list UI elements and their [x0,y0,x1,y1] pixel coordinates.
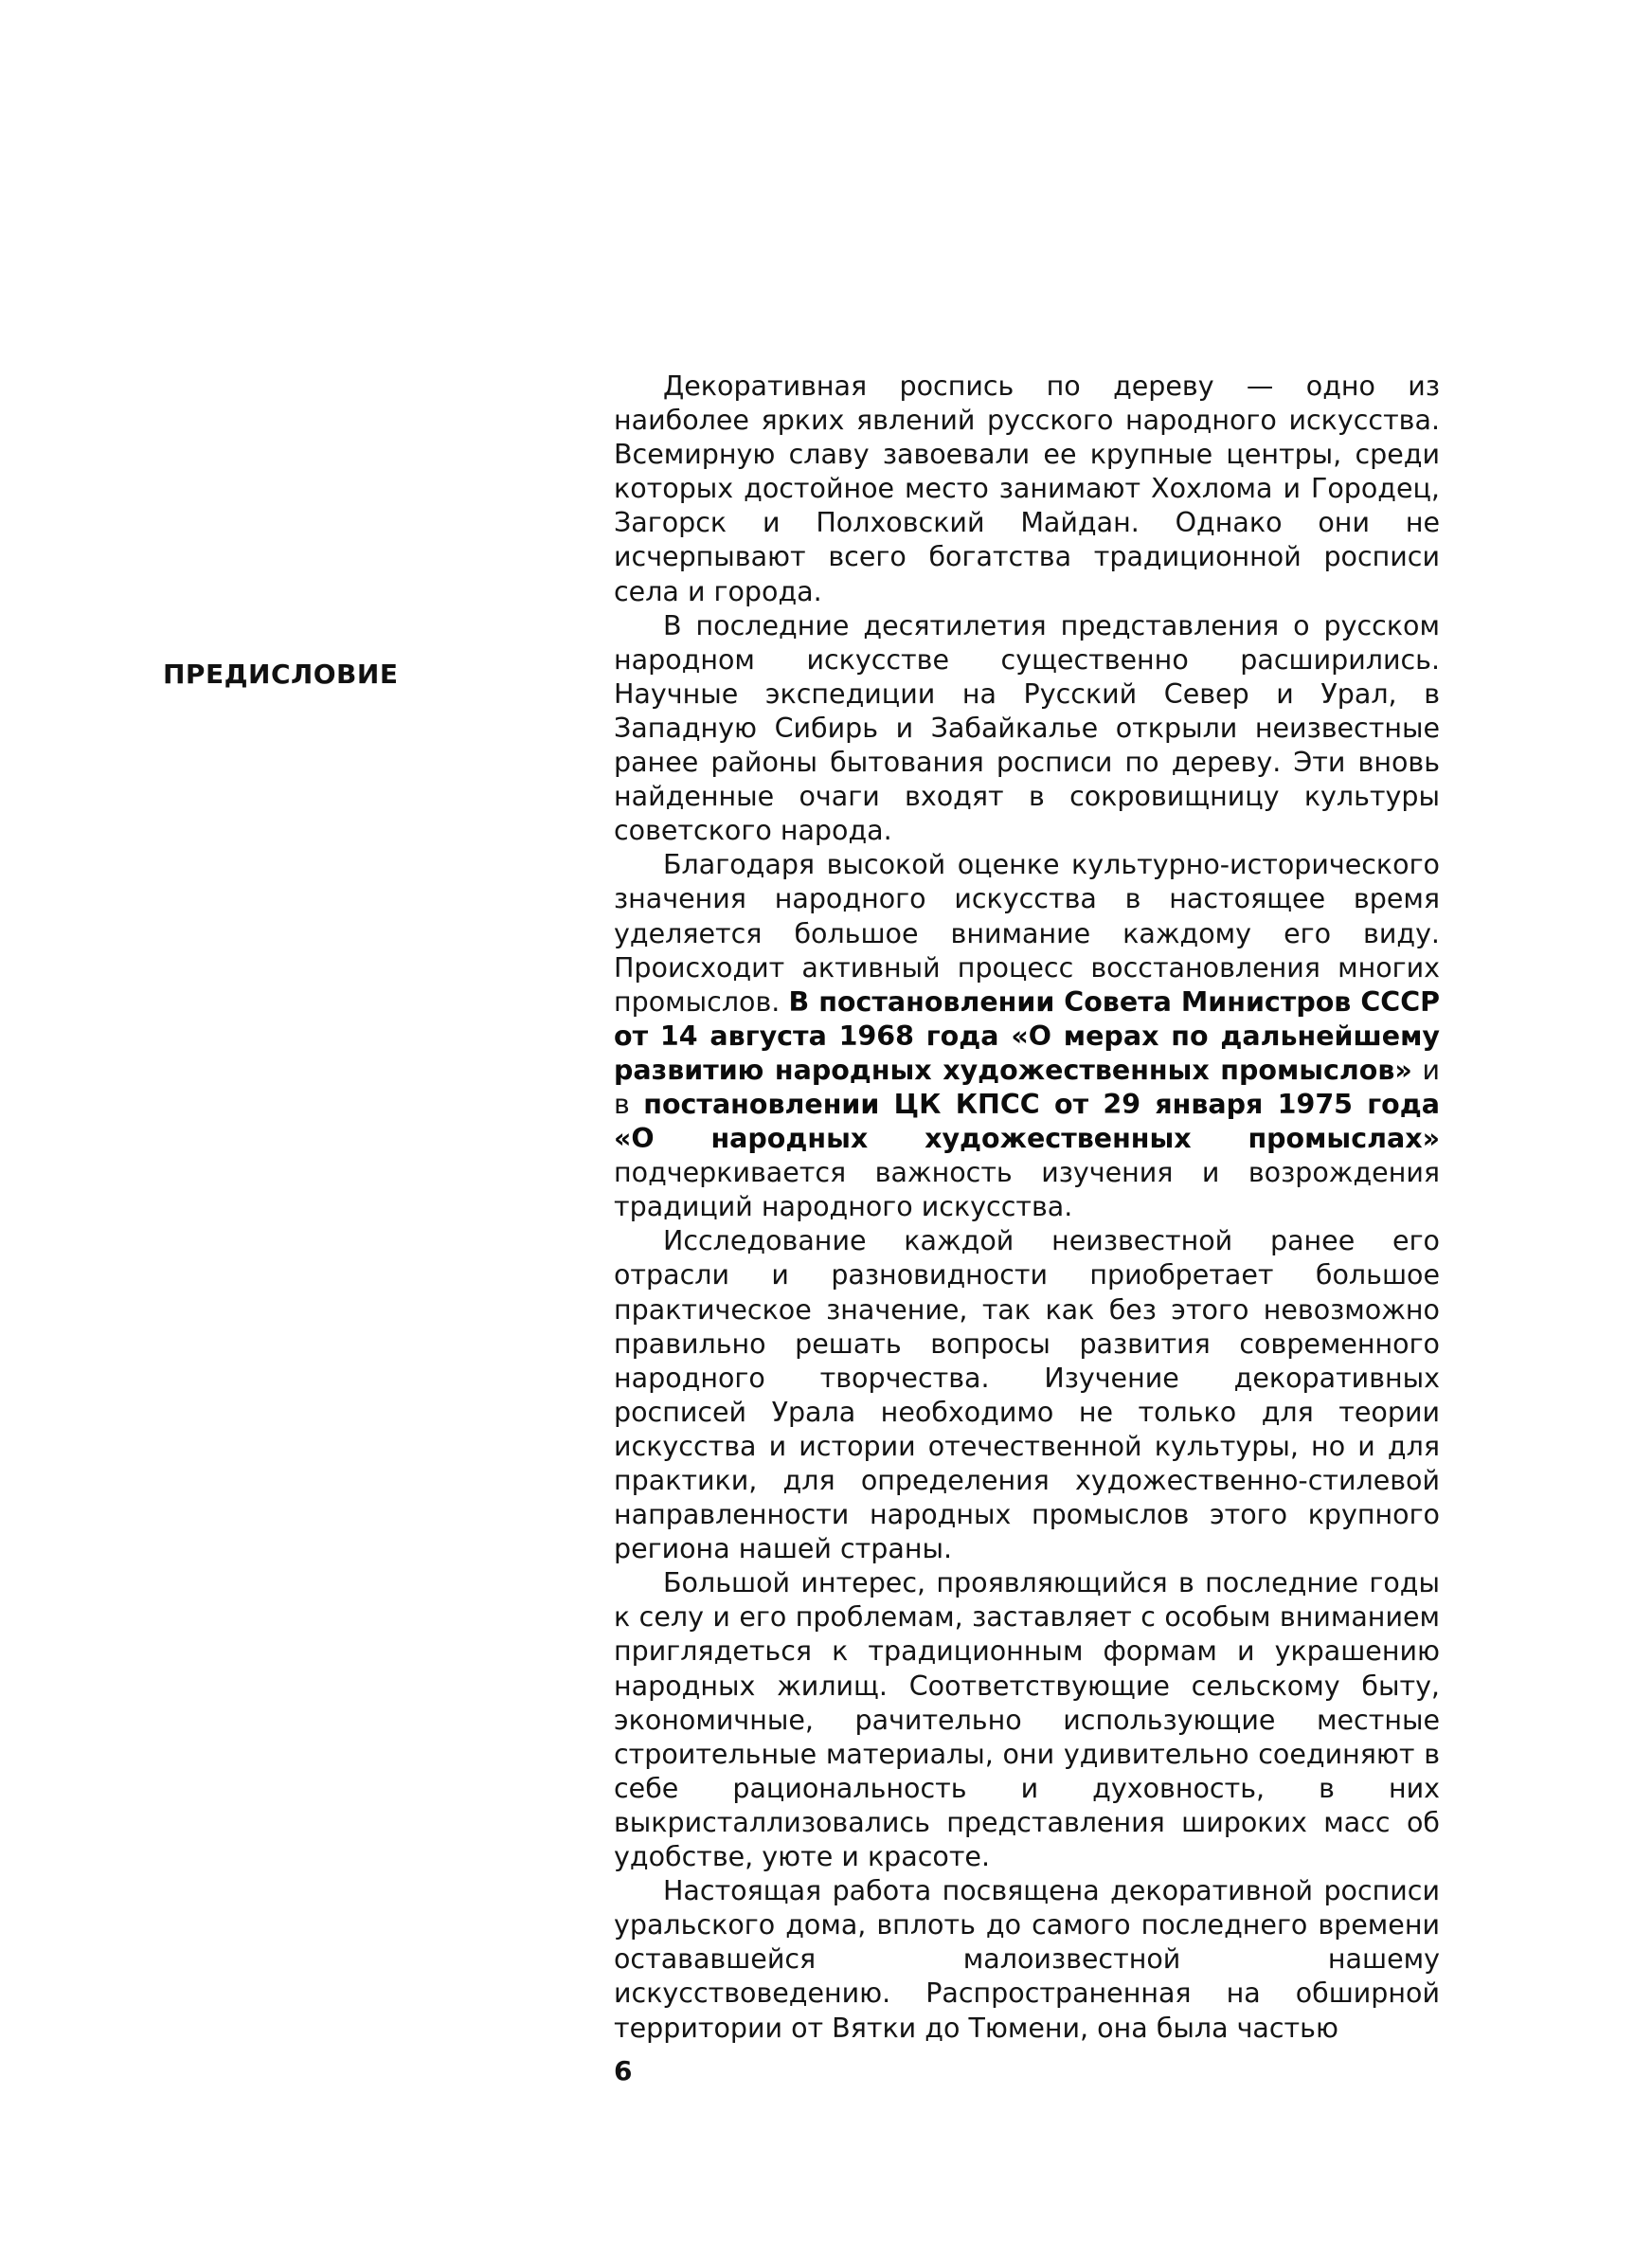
text-run: Большой интерес, проявляющийся в последние годы к селу и его проблемам, заставляет с особым вниманием приглядеться к традиционным формам и украшению народных жилищ. Соответствующие сельскому быту, экономичные, рачительно использующие местные строительные материалы, они удивительно соединяют в себе рациональность и духовность, в них выкристаллизовались представления широких масс об удобстве, уюте и красоте. [614,1567,1440,1873]
text-run: и в [614,1054,1440,1120]
text-run: Настоящая работа посвящена декоративной росписи уральского дома, вплоть до самого последнего времени остававшейся малоизвестной нашему искусствоведению. Распространенная на обширной территории от Вятки до Тюмени, она была частью [614,1875,1440,2044]
text-run: Декоративная роспись по дереву — одно из наиболее ярких явлений русского народного искусства. Всемирную славу завоевали ее крупные центры, среди которых достойное место занимают Хохлома и Городец, Загорск и Полховский Майдан. Однако они не исчерпывают всего богатства традиционной росписи села и города. [614,370,1440,607]
page-number: 6 [614,2055,633,2086]
paragraph-3 [614,848,1440,1224]
text-run: Благодаря высокой оценке культурно-исторического значения народного искусства в настоящее время уделяется большое внимание каждому его виду. Происходит активный процесс восстановления многих промыслов. [614,849,1440,1018]
preface-body-text [614,370,1440,2046]
section-heading: ПРЕДИСЛОВИЕ [163,659,399,690]
bold-citation-council-of-ministers: В постановлении Совета Министров СССР от 14 августа 1968 года «О мерах по дальнейшему развитию народных художественных промыслов» [614,985,1440,1086]
paragraph-6 [614,1874,1440,2045]
paragraph-4 [614,1224,1440,1566]
text-run: В последние десятилетия представления о русском народном искусстве существенно расширились. Научные экспедиции на Русский Север и Урал, в Западную Сибирь и Забайкалье открыли неизвестные ранее районы бытования росписи по дереву. Эти вновь найденные очаги входят в сокровищницу культуры советского народа. [614,609,1440,847]
paragraph-2 [614,609,1440,849]
bold-citation-central-committee: постановлении ЦК КПСС от 29 января 1975 года «О народных художественных промыслах» [614,1088,1441,1155]
text-run: Исследование каждой неизвестной ранее его отрасли и разновидности приобретает большое практическое значение, так как без этого невозможно правильно решать вопросы развития современного народного творчества. Изучение декоративных росписей Урала необходимо не только для теории искусства и истории отечественной культуры, но и для практики, для определения художественно-стилевой направленности народных промыслов этого крупного региона нашей страны. [614,1225,1440,1565]
paragraph-1 [614,370,1440,609]
text-run: подчеркивается важность изучения и возрождения традиций народного искусства. [614,1157,1440,1223]
paragraph-5 [614,1566,1440,1874]
